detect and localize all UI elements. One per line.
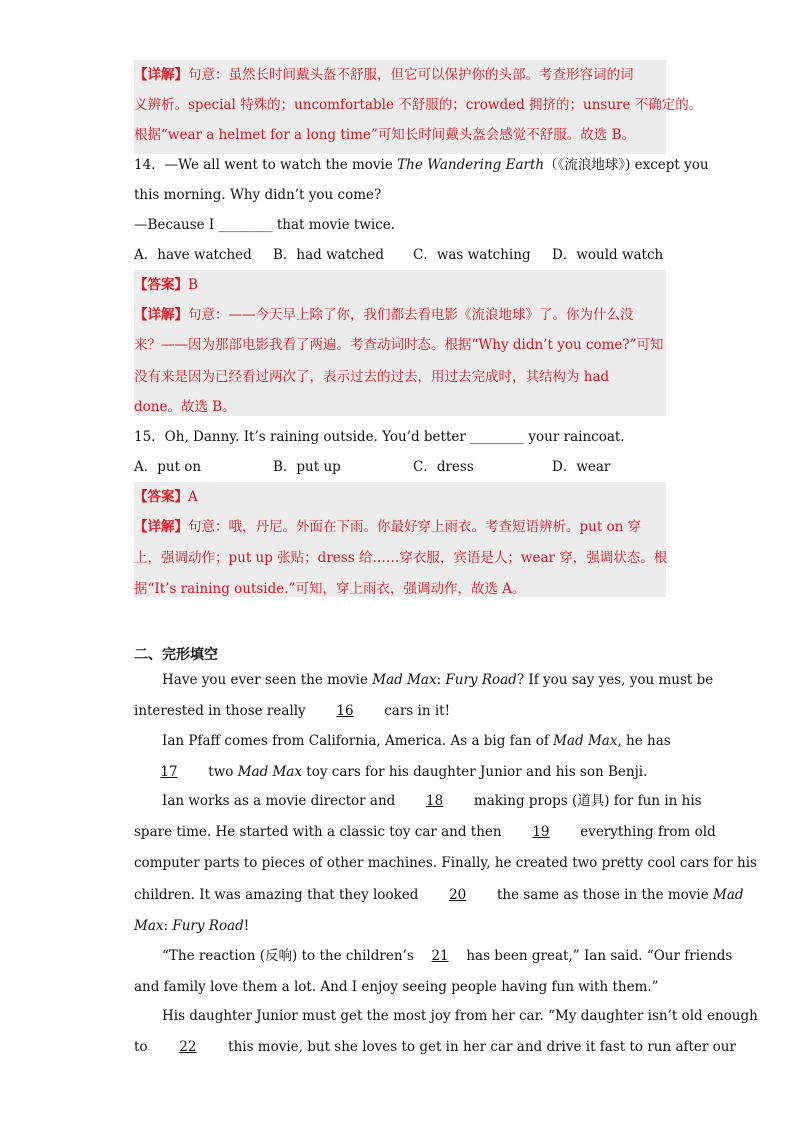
option-b: B．had watched (273, 247, 385, 263)
explanation-tag: 【详解】 (134, 519, 188, 535)
blank-17[interactable]: 17 (160, 764, 178, 780)
blank-21[interactable]: 21 (431, 948, 449, 964)
section-heading: 二、完形填空 (134, 647, 218, 663)
passage-line: His daughter Junior must get the most joy from her car. “My daughter isn’t old enough (162, 1008, 758, 1024)
explanation-line: 根据“wear a helmet for a long time”可知长时间戴头盔会感觉不舒服。故选 B。 (134, 127, 636, 143)
passage-line: spare time. He started with a classic toy car and then 19 everything from old (134, 824, 716, 840)
explanation-tag: 【详解】 (134, 67, 188, 83)
explanation-line: done。故选 B。 (134, 399, 236, 415)
explanation-line: 没有来是因为已经看过两次了，表示过去的过去，用过去完成时，其结构为 had (134, 369, 610, 385)
passage-line: 17 two Mad Max toy cars for his daughter Junior and his son Benji. (134, 763, 647, 781)
question-stem: —Because I ________ that movie twice. (134, 217, 396, 233)
blank-16[interactable]: 16 (336, 703, 354, 719)
option-c: C．dress (413, 459, 474, 475)
explanation-line: 上，强调动作；put up 张贴；dress 给……穿衣服，宾语是人；wear 穿，强调状态。根 (134, 550, 668, 566)
question-stem: 15．Oh, Danny. It’s raining outside. You’d better ________ your raincoat. (134, 429, 625, 445)
explanation-line: 【详解】句意：——今天早上除了你，我们都去看电影《流浪地球》了。你为什么没 (134, 307, 634, 323)
option-a: A．have watched (134, 247, 252, 263)
answer-line: 【答案】B (134, 277, 198, 293)
passage-line: children. It was amazing that they looked 20 the same as those in the movie Mad (134, 887, 744, 903)
passage-line: to 22 this movie, but she loves to get in her car and drive it fast to run after our (134, 1039, 736, 1055)
passage-line: Ian works as a movie director and 18 making props (道具) for fun in his (162, 793, 702, 809)
passage-line: Ian Pfaff comes from California, America. As a big fan of Mad Max, he has (162, 733, 671, 749)
answer-value: A (188, 489, 198, 505)
explanation-tag: 【详解】 (134, 307, 188, 323)
explanation-line: 【详解】句意：虽然长时间戴头盔不舒服，但它可以保护你的头部。考查形容词的词 (134, 67, 634, 83)
explanation-line: 据“It’s raining outside.”可知，穿上雨衣，强调动作，故选 A。 (134, 581, 526, 597)
passage-line: “The reaction (反响) to the children’s 21 has been great,” Ian said. “Our friends (162, 948, 733, 964)
movie-title: The Wandering Earth (397, 157, 545, 173)
question-stem: this morning. Why didn’t you come? (134, 187, 382, 203)
option-d: D．would watch (552, 247, 664, 263)
explanation-line: 义辨析。special 特殊的；uncomfortable 不舒服的；crowded 拥挤的；unsure 不确定的。 (134, 97, 703, 113)
option-c: C．was watching (413, 247, 531, 263)
answer-value: B (188, 277, 198, 293)
passage-line: interested in those really 16 cars in it! (134, 703, 450, 719)
explanation-line: 【详解】句意：哦，丹尼。外面在下雨。你最好穿上雨衣。考查短语辨析。put on 穿 (134, 519, 642, 535)
blank-20[interactable]: 20 (449, 887, 467, 903)
explanation-line: 来？——因为那部电影我看了两遍。考查动词时态。根据“Why didn’t you come?”可知 (134, 337, 664, 353)
passage-line: computer parts to pieces of other machines. Finally, he created two pretty cool cars for his (134, 855, 757, 871)
blank-22[interactable]: 22 (179, 1039, 197, 1055)
blank-18[interactable]: 18 (426, 793, 444, 809)
option-b: B．put up (273, 459, 341, 475)
passage-line: and family love them a lot. And I enjoy seeing people having fun with them.” (134, 979, 659, 995)
option-a: A．put on (134, 459, 202, 475)
passage-line: Have you ever seen the movie Mad Max: Fury Road? If you say yes, you must be (162, 672, 714, 688)
passage-line: Max: Fury Road! (134, 918, 250, 934)
option-d: D．wear (552, 459, 611, 475)
question-stem: 14．—We all went to watch the movie The Wandering Earth（《流浪地球》) except you (134, 157, 709, 173)
answer-line: 【答案】A (134, 489, 198, 505)
blank-19[interactable]: 19 (532, 824, 550, 840)
